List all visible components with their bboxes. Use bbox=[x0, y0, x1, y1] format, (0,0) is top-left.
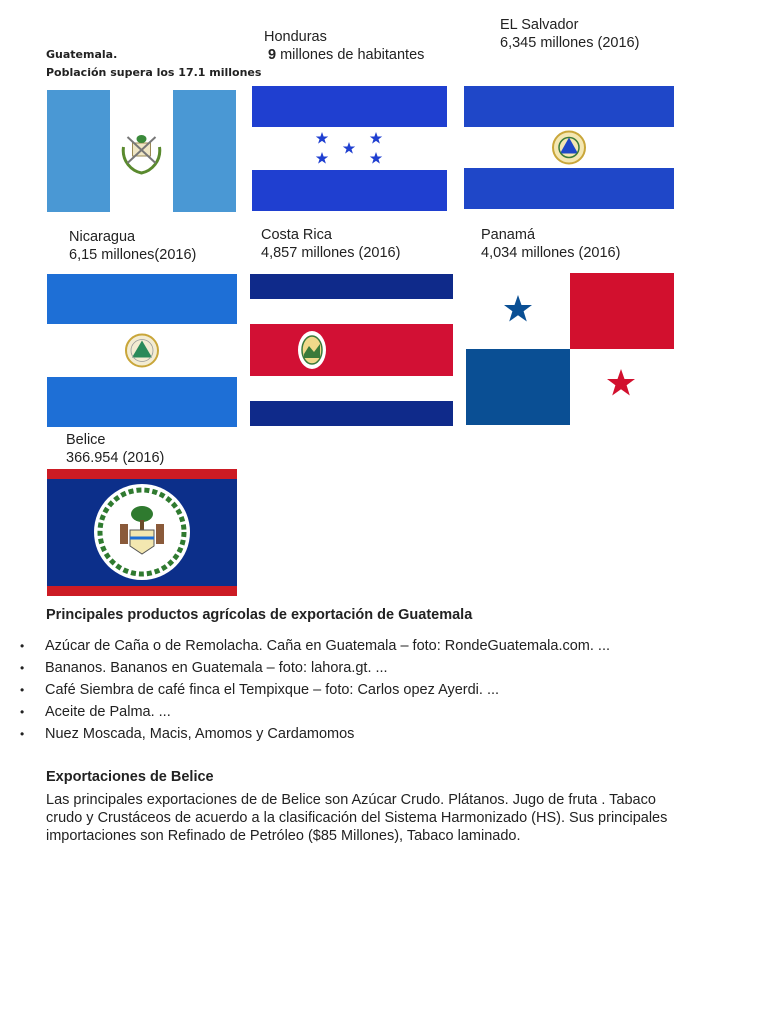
costa-rica-name: Costa Rica bbox=[261, 227, 332, 243]
honduras-population-number: 9 bbox=[268, 47, 277, 63]
nicaragua-flag bbox=[47, 274, 237, 427]
honduras-caption bbox=[264, 28, 424, 64]
nicaragua-coat-of-arms bbox=[126, 335, 158, 367]
el-salvador-coat-of-arms bbox=[553, 132, 585, 164]
paragraph-line: crudo y Crustáceos de acuerdo a la clasificación del Sistema Harmonizado (HS). Sus principales bbox=[46, 810, 668, 826]
belice-caption bbox=[66, 431, 164, 467]
el-salvador-flag bbox=[464, 86, 674, 209]
guatemala-population: Población supera los 17.1 millones bbox=[46, 66, 262, 79]
costa-rica-coat-of-arms bbox=[298, 331, 326, 369]
costa-rica-population: 4,857 millones (2016) bbox=[261, 245, 401, 261]
costa-rica-flag bbox=[250, 274, 453, 426]
honduras-flag bbox=[252, 86, 447, 211]
paragraph-line: importaciones son Refinado de Petróleo ($85 Millones), Tabaco laminado. bbox=[46, 828, 521, 844]
agri-list bbox=[20, 635, 610, 745]
nicaragua-population: 6,15 millones(2016) bbox=[69, 247, 197, 263]
guatemala-flag bbox=[47, 90, 236, 212]
belice-name: Belice bbox=[66, 432, 106, 448]
nicaragua-caption bbox=[69, 228, 196, 264]
guatemala-name: Guatemala. bbox=[46, 48, 118, 61]
costa-rica-caption bbox=[261, 226, 400, 262]
panama-flag bbox=[466, 273, 674, 425]
panama-caption bbox=[481, 226, 620, 262]
panama-population: 4,034 millones (2016) bbox=[481, 245, 621, 261]
panama-name: Panamá bbox=[481, 227, 536, 243]
belice-population: 366.954 (2016) bbox=[66, 450, 165, 466]
belice-exports-paragraph bbox=[46, 791, 726, 845]
honduras-name: Honduras bbox=[264, 29, 327, 45]
list-item: • Aceite de Palma. ... bbox=[20, 701, 610, 723]
paragraph-line: Las principales exportaciones de de Belice son Azúcar Crudo. Plátanos. Jugo de fruta . Tabaco bbox=[46, 792, 656, 808]
guatemala-caption bbox=[46, 46, 261, 82]
agri-heading: Principales productos agrícolas de exportación de Guatemala bbox=[46, 607, 473, 623]
el-salvador-population: 6,345 millones (2016) bbox=[500, 35, 640, 51]
list-item: • Azúcar de Caña o de Remolacha. Caña en Guatemala – foto: RondeGuatemala.com. ... bbox=[20, 635, 610, 657]
nicaragua-name: Nicaragua bbox=[69, 229, 136, 245]
honduras-population-text: millones de habitantes bbox=[276, 47, 425, 63]
list-item: • Nuez Moscada, Macis, Amomos y Cardamomos bbox=[20, 723, 610, 745]
belize-flag bbox=[47, 469, 237, 596]
list-item: • Café Siembra de café finca el Tempixque – foto: Carlos opez Ayerdi. ... bbox=[20, 679, 610, 701]
el-salvador-caption bbox=[500, 16, 639, 52]
belize-coat-of-arms bbox=[94, 484, 190, 580]
list-item: • Bananos. Bananos en Guatemala – foto: lahora.gt. ... bbox=[20, 657, 610, 679]
el-salvador-name: EL Salvador bbox=[500, 17, 579, 33]
belice-exports-heading: Exportaciones de Belice bbox=[46, 769, 214, 785]
